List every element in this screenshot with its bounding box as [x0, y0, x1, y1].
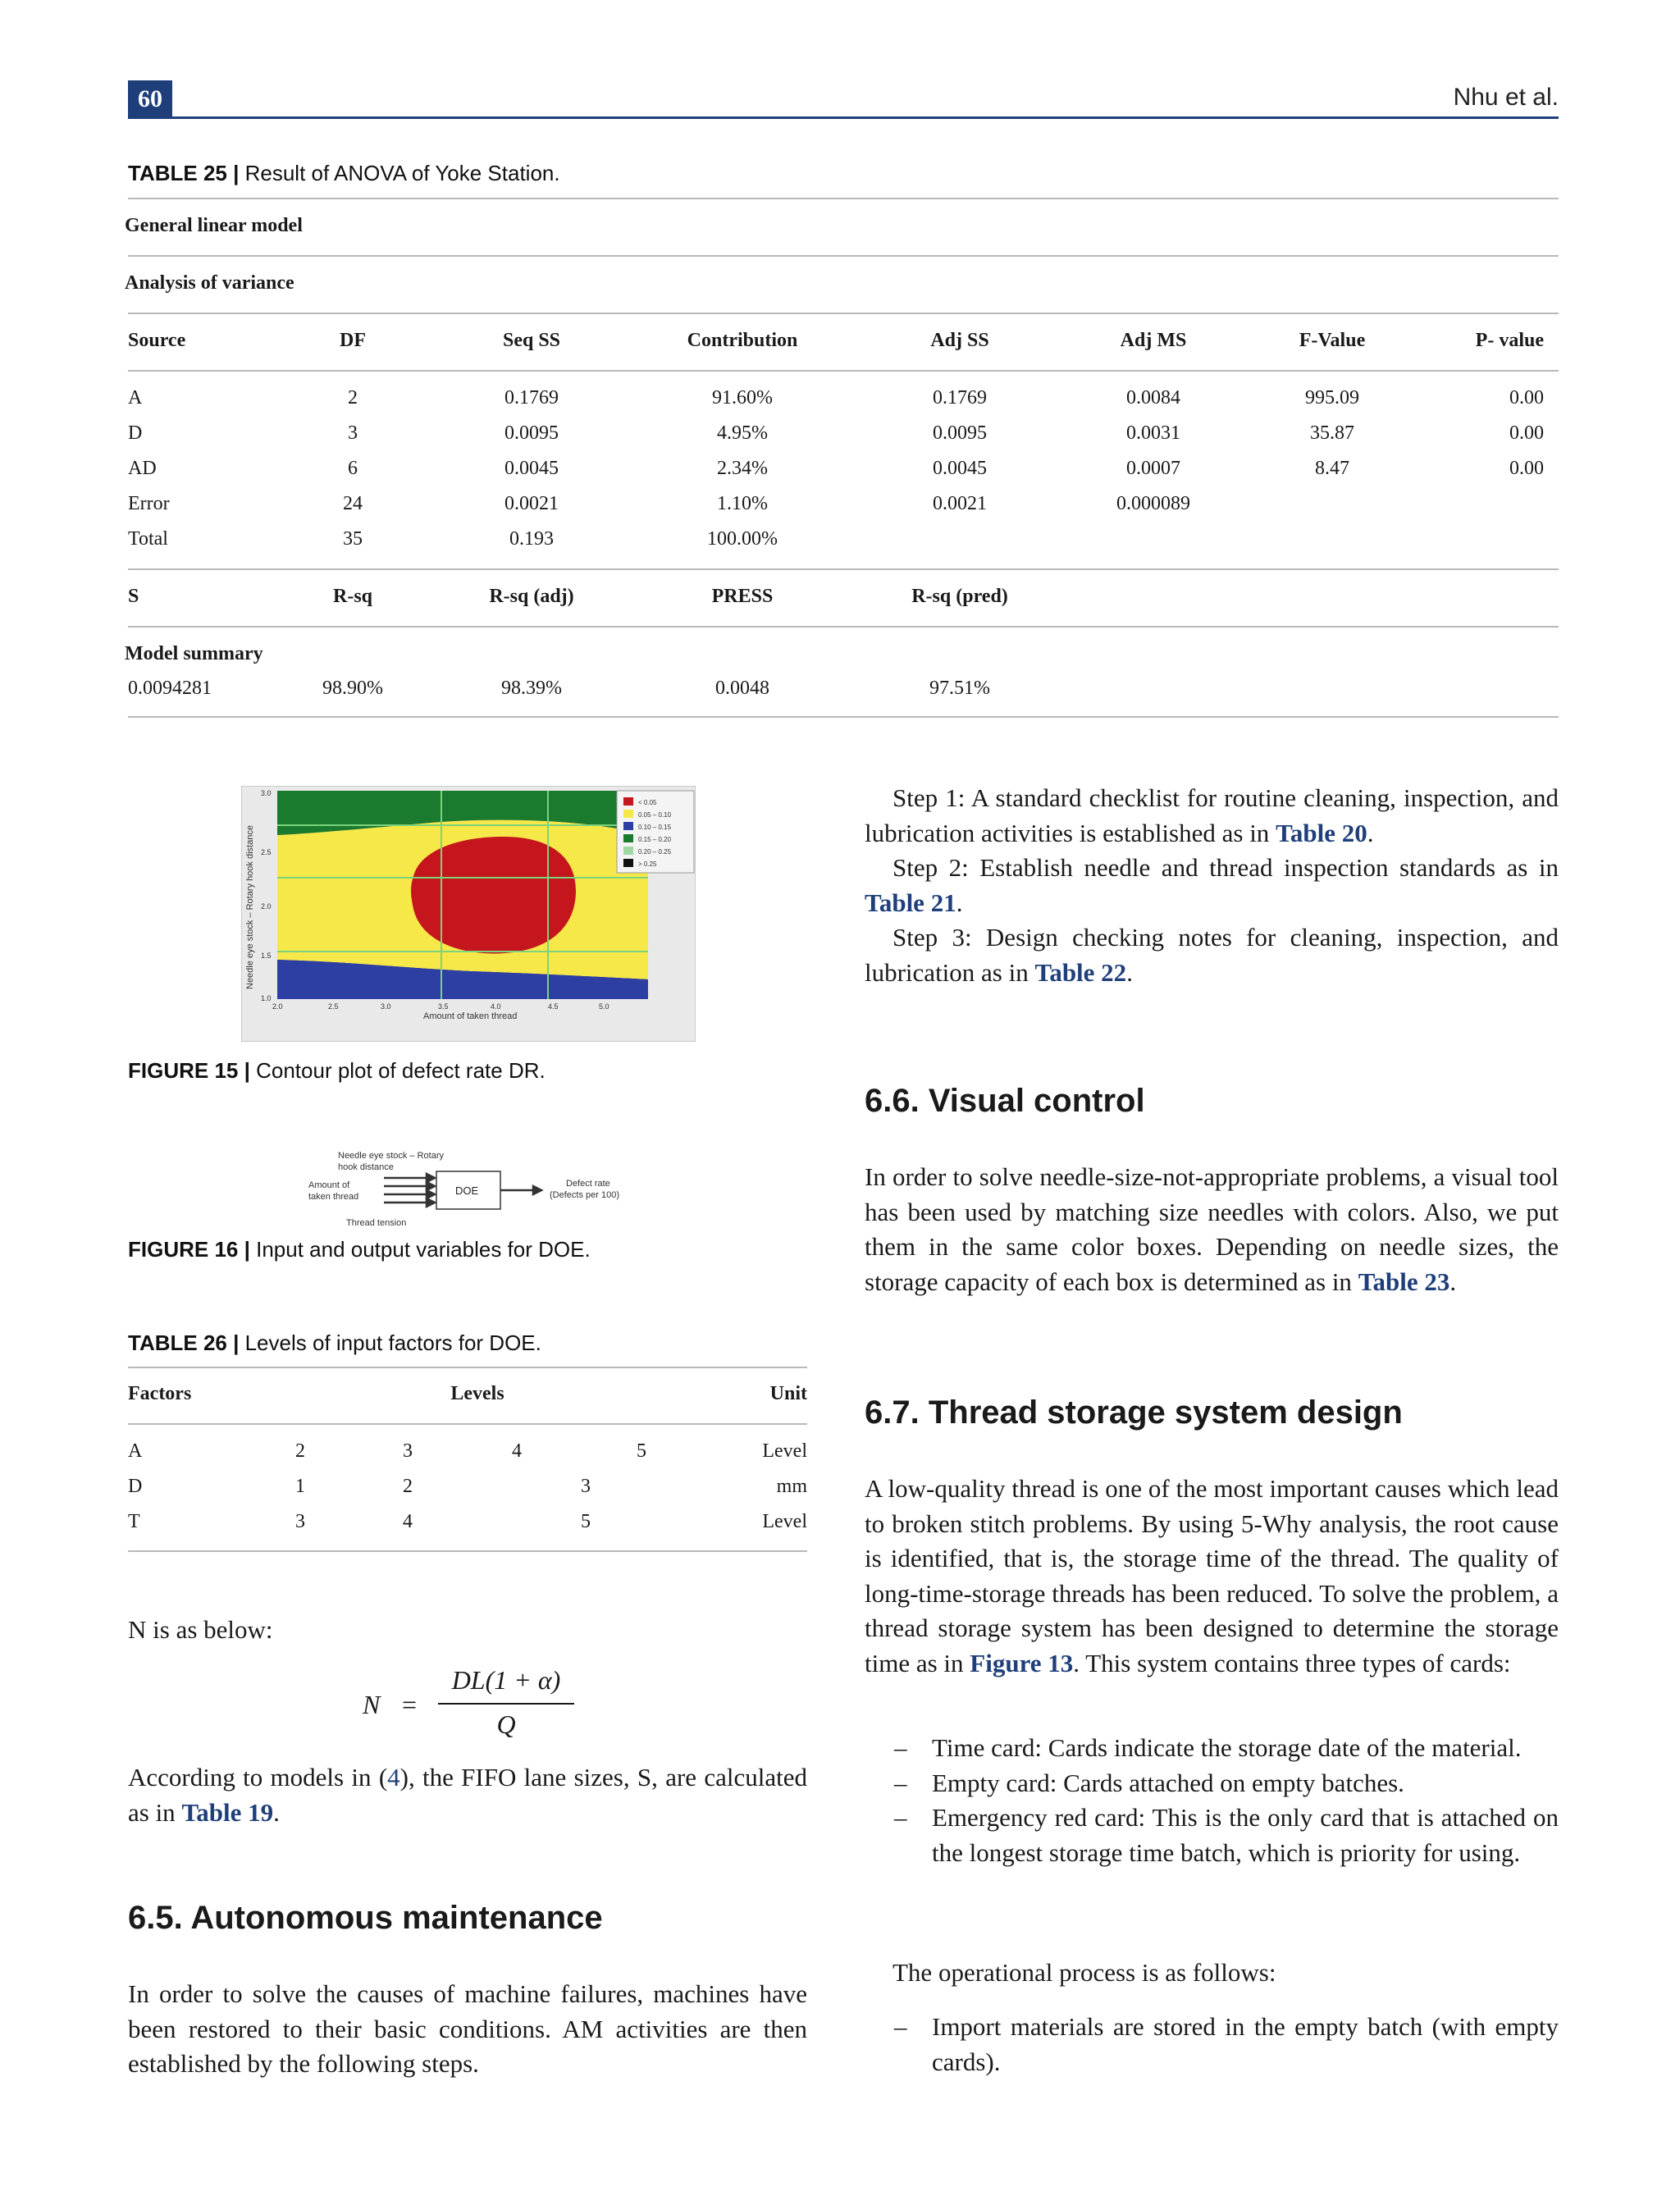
dash-bullet: – [894, 2012, 907, 2041]
steps-block [865, 781, 1559, 990]
figure16-input1-line2: hook distance [338, 1162, 394, 1172]
table25-summary-cell: 0.0048 [715, 678, 769, 699]
table25-summary-header-s: S [128, 586, 139, 607]
process-intro [865, 1956, 1559, 1991]
figure16-output-arrow [500, 1186, 541, 1194]
table25-summary-header-rsqpred: R-sq (pred) [911, 586, 1008, 607]
table26-cell: 3 [295, 1511, 305, 1532]
cards-list [865, 1731, 1559, 1870]
list-item [865, 2010, 1559, 2079]
table25-cell: 8.47 [1315, 458, 1349, 479]
card-item-text: Time card: Cards indicate the storage date of the material. [932, 1733, 1522, 1762]
figure15-caption-text: Contour plot of defect rate DR. [249, 1058, 546, 1083]
table26-rule-bottom [128, 1550, 807, 1552]
table26-header-levels: Levels [450, 1383, 504, 1404]
equation-ref-link[interactable]: 4 [387, 1763, 400, 1791]
table25-cell: 0.0007 [1126, 458, 1180, 479]
card-item-text: Emergency red card: This is the only card that is attached on the longest storage time batch, which is priority for using. [932, 1803, 1559, 1867]
heading-6-7: 6.7. Thread storage system design [865, 1394, 1403, 1431]
table25-cell: 0.00 [1509, 422, 1544, 444]
dash-bullet: – [894, 1803, 907, 1832]
list-item [865, 1766, 1559, 1801]
table25-cell: 0.1769 [933, 387, 987, 409]
table25-cell: 0.193 [509, 528, 554, 550]
figure16-input2-line2: taken thread [308, 1192, 359, 1202]
table26-cell: Level [762, 1511, 807, 1532]
step1-end: . [1367, 818, 1374, 847]
table25-header-df: DF [340, 330, 366, 351]
table26-cell: 4 [512, 1440, 522, 1462]
visual-control-paragraph [865, 1160, 1559, 1299]
am-paragraph [128, 1977, 807, 2082]
heading-6-5: 6.5. Autonomous maintenance [128, 1900, 603, 1936]
table25-cell: 0.0084 [1126, 387, 1180, 409]
table25-cell: 2.34% [717, 458, 768, 479]
step1-text: Step 1: A standard checklist for routine cleaning, inspection, and lubrication activities is established as in [865, 783, 1559, 847]
figure15-y-tick: 3.0 [261, 789, 272, 797]
figure15-x-tick: 5.0 [599, 1002, 609, 1011]
table21-ref-link[interactable]: Table 21 [865, 888, 956, 917]
legend-swatch [623, 797, 633, 806]
table25-cell: 0.00 [1509, 458, 1544, 479]
table25-header-pvalue: P- value [1475, 330, 1544, 351]
figure16-caption-text: Input and output variables for DOE. [249, 1237, 591, 1262]
table25-cell: 0.0021 [933, 493, 987, 514]
table25-cell: 6 [348, 458, 358, 479]
running-head: Nhu et al. [1453, 84, 1559, 111]
table25-header-adjms: Adj MS [1120, 330, 1187, 351]
table19-ref-link[interactable]: Table 19 [181, 1797, 274, 1827]
n-intro [128, 1613, 807, 1648]
figure15-y-tick: 1.5 [261, 952, 272, 960]
table23-ref-link[interactable]: Table 23 [1358, 1267, 1450, 1296]
step3-end: . [1126, 957, 1133, 987]
table25-cell: 35 [343, 528, 363, 550]
formula [361, 1665, 574, 1744]
table25-cell: 35.87 [1310, 422, 1354, 444]
fifo-text-b: ), the FIFO lane sizes, S, are calculated as in [128, 1763, 807, 1827]
fifo-text-a: According to models in ( [128, 1763, 388, 1791]
table25-header-contribution: Contribution [687, 330, 798, 351]
table25-cell: 2 [348, 387, 358, 409]
legend-label: < 0.05 [638, 799, 657, 806]
table25-rule [128, 568, 1559, 570]
formula-equals: = [402, 1690, 418, 1719]
table25-rule [128, 626, 1559, 628]
formula-lhs: N [363, 1690, 381, 1719]
contour-plot-area [277, 791, 648, 999]
process-intro-text: The operational process is as follows: [892, 1958, 1276, 1987]
ts-text: A low-quality thread is one of the most important causes which lead to broken stitch problems. By using 5-Why analysis, the root cause is identified, that is, the storage time of the thread. The quality of long-time-storage threads has been reduced. To solve the problem, a thread storage system has been designed to determine the storage time as in [865, 1474, 1559, 1677]
table25-rule-bottom [128, 716, 1559, 718]
formula-fraction-bar [438, 1703, 574, 1705]
table26-cell: 4 [403, 1511, 413, 1532]
table26-cell: 5 [581, 1511, 591, 1532]
table25-cell: 100.00% [707, 528, 778, 550]
table26-cell: A [128, 1440, 143, 1462]
process-item-text: Import materials are stored in the empty batch (with empty cards). [932, 2012, 1559, 2076]
table25-cell: 0.0045 [933, 458, 987, 479]
table25-cell: 0.0095 [504, 422, 559, 444]
figure16-doe-label: DOE [455, 1184, 479, 1197]
figure16-diagram [305, 1147, 650, 1234]
dash-bullet: – [894, 1768, 907, 1797]
figure15-x-tick: 4.5 [548, 1002, 559, 1011]
step2-end: . [956, 888, 963, 917]
table26-cell: T [128, 1511, 140, 1532]
legend-swatch [623, 859, 633, 867]
legend-label: 0.10 – 0.15 [638, 824, 672, 831]
table25-cell: 0.00 [1509, 387, 1544, 409]
table26-cell: 2 [403, 1476, 413, 1497]
table25-rule [128, 313, 1559, 314]
table26-cell: 2 [295, 1440, 305, 1462]
heading-6-6: 6.6. Visual control [865, 1083, 1145, 1119]
figure16-caption [128, 1237, 591, 1262]
table25-cell: 0.0095 [933, 422, 987, 444]
table25-summary-cell: 98.90% [322, 678, 383, 699]
table25-header-adjss: Adj SS [930, 330, 989, 351]
table25-cell: 0.0031 [1126, 422, 1180, 444]
figure15-x-tick: 2.5 [328, 1002, 339, 1011]
vc-end: . [1449, 1267, 1457, 1296]
list-item [865, 1801, 1559, 1870]
table22-ref-link[interactable]: Table 22 [1034, 957, 1127, 987]
table26-cell: mm [776, 1476, 807, 1497]
fifo-paragraph [128, 1760, 807, 1830]
table25-cell: 0.0045 [504, 458, 559, 479]
table26-cell: 3 [581, 1476, 591, 1497]
table25-rule [128, 370, 1559, 372]
table26-rule [128, 1423, 807, 1425]
legend-label: 0.15 – 0.20 [638, 836, 672, 843]
figure16-input1-line1: Needle eye stock – Rotary [338, 1151, 445, 1161]
table26-caption [128, 1330, 541, 1356]
figure15-y-tick: 2.0 [261, 902, 272, 911]
legend-label: > 0.25 [638, 860, 657, 868]
formula-numerator: DL(1 + α) [451, 1665, 561, 1695]
thread-storage-paragraph [865, 1472, 1559, 1681]
figure15-x-tick: 4.0 [491, 1002, 501, 1011]
table26-cell: D [128, 1476, 143, 1497]
ts-end: . This system contains three types of cards: [1073, 1648, 1511, 1677]
step2-text: Step 2: Establish needle and thread inspection standards as in [892, 853, 1559, 882]
card-item-text: Empty card: Cards attached on empty batches. [932, 1768, 1404, 1797]
table25-cell: 24 [343, 493, 363, 514]
table25-rule-top [128, 198, 1559, 199]
table25-section-anova: Analysis of variance [125, 272, 294, 294]
table25-summary-cell: 98.39% [501, 678, 562, 699]
figure16-label: FIGURE 16 | [128, 1237, 250, 1262]
vc-text: In order to solve needle-size-not-appropriate problems, a visual tool has been used by matching size needles with colors. Also, we put them in the same color boxes. Depending on needle sizes, the storage capacity of each box is determined as in [865, 1162, 1559, 1296]
table25-summary-header-rsq: R-sq [332, 586, 373, 607]
table25-cell: 0.1769 [504, 387, 559, 409]
legend-swatch [623, 822, 633, 830]
figure15-x-tick: 3.0 [381, 1002, 391, 1011]
figure15-y-axis-label: Needle eye stock – Rotary hook distance [245, 825, 255, 989]
page-number: 60 [128, 80, 172, 118]
table25-summary-header-rsqadj: R-sq (adj) [489, 586, 574, 607]
formula-denominator: Q [496, 1709, 516, 1739]
figure16-output-line2: (Defects per 100) [550, 1190, 619, 1200]
table25-summary-cell: 97.51% [929, 678, 990, 699]
cards-list-wrap [865, 1731, 1559, 1870]
dash-bullet: – [894, 1733, 907, 1762]
table26-header-factors: Factors [128, 1383, 192, 1404]
table20-ref-link[interactable]: Table 20 [1276, 818, 1367, 847]
figure15-x-tick: 3.5 [438, 1002, 449, 1011]
table25-section-general: General linear model [125, 215, 303, 236]
table25-summary-header-press: PRESS [711, 586, 774, 607]
table25-cell: A [128, 387, 143, 409]
table25-header-seqss: Seq SS [502, 330, 561, 351]
table25-cell: 1.10% [717, 493, 768, 514]
table25-cell: 995.09 [1305, 387, 1359, 409]
figure16-input2-line1: Amount of [308, 1180, 350, 1190]
table25-cell: AD [128, 458, 157, 479]
figure15-contour-plot [241, 786, 696, 1042]
table25-cell: 0.000089 [1116, 493, 1190, 514]
process-list-wrap [865, 2010, 1559, 2079]
table25-label: TABLE 25 | [128, 161, 240, 185]
figure15-caption [128, 1058, 546, 1084]
list-item [865, 1731, 1559, 1766]
figure15-x-tick: 2.0 [272, 1002, 283, 1011]
table26-cell: Level [762, 1440, 807, 1462]
figure13-ref-link[interactable]: Figure 13 [970, 1648, 1074, 1677]
fifo-text-c: . [273, 1797, 280, 1827]
figure16-input-arrows [384, 1174, 435, 1207]
figure16-output-line1: Defect rate [566, 1179, 610, 1189]
figure15-x-axis-label: Amount of taken thread [423, 1011, 518, 1021]
table25-cell: Error [128, 493, 170, 514]
table26-cell: 3 [403, 1440, 413, 1462]
legend-swatch [623, 847, 633, 855]
table26-rule-top [128, 1367, 807, 1368]
figure15-y-tick: 2.5 [261, 848, 272, 856]
am-paragraph-text: In order to solve the causes of machine failures, machines have been restored to their basic conditions. AM activities are then established by the following steps. [128, 1979, 807, 2078]
table25-cell: 91.60% [712, 387, 773, 409]
table26-header-unit: Unit [769, 1383, 807, 1404]
table25-caption-text: Result of ANOVA of Yoke Station. [239, 161, 560, 185]
n-intro-text: N is as below: [128, 1615, 273, 1644]
step3-text: Step 3: Design checking notes for cleaning, inspection, and lubrication as in [865, 923, 1559, 987]
table25-cell: 3 [348, 422, 358, 444]
table25-rule [128, 255, 1559, 257]
legend-label: 0.05 – 0.10 [638, 811, 672, 819]
table26-label: TABLE 26 | [128, 1330, 240, 1355]
table25-cell: D [128, 422, 143, 444]
figure16-input3: Thread tension [346, 1218, 407, 1228]
table26-cell: 1 [295, 1476, 305, 1497]
process-list [865, 2010, 1559, 2079]
header-rule [128, 116, 1559, 119]
table26-caption-text: Levels of input factors for DOE. [239, 1330, 541, 1355]
figure15-label: FIGURE 15 | [128, 1058, 250, 1083]
legend-label: 0.20 – 0.25 [638, 848, 672, 856]
table25-model-summary-title: Model summary [125, 643, 263, 664]
legend-swatch [623, 834, 633, 842]
legend-swatch [623, 810, 633, 818]
table25-header-fvalue: F-Value [1299, 330, 1366, 351]
table26-cell: 5 [637, 1440, 646, 1462]
figure15-y-tick: 1.0 [261, 994, 272, 1002]
table25-header-source: Source [128, 330, 186, 351]
table25-cell: 4.95% [717, 422, 768, 444]
table25-cell: Total [128, 528, 168, 550]
table25-caption [128, 161, 560, 186]
table25-summary-cell: 0.0094281 [128, 678, 212, 699]
table25-cell: 0.0021 [504, 493, 559, 514]
